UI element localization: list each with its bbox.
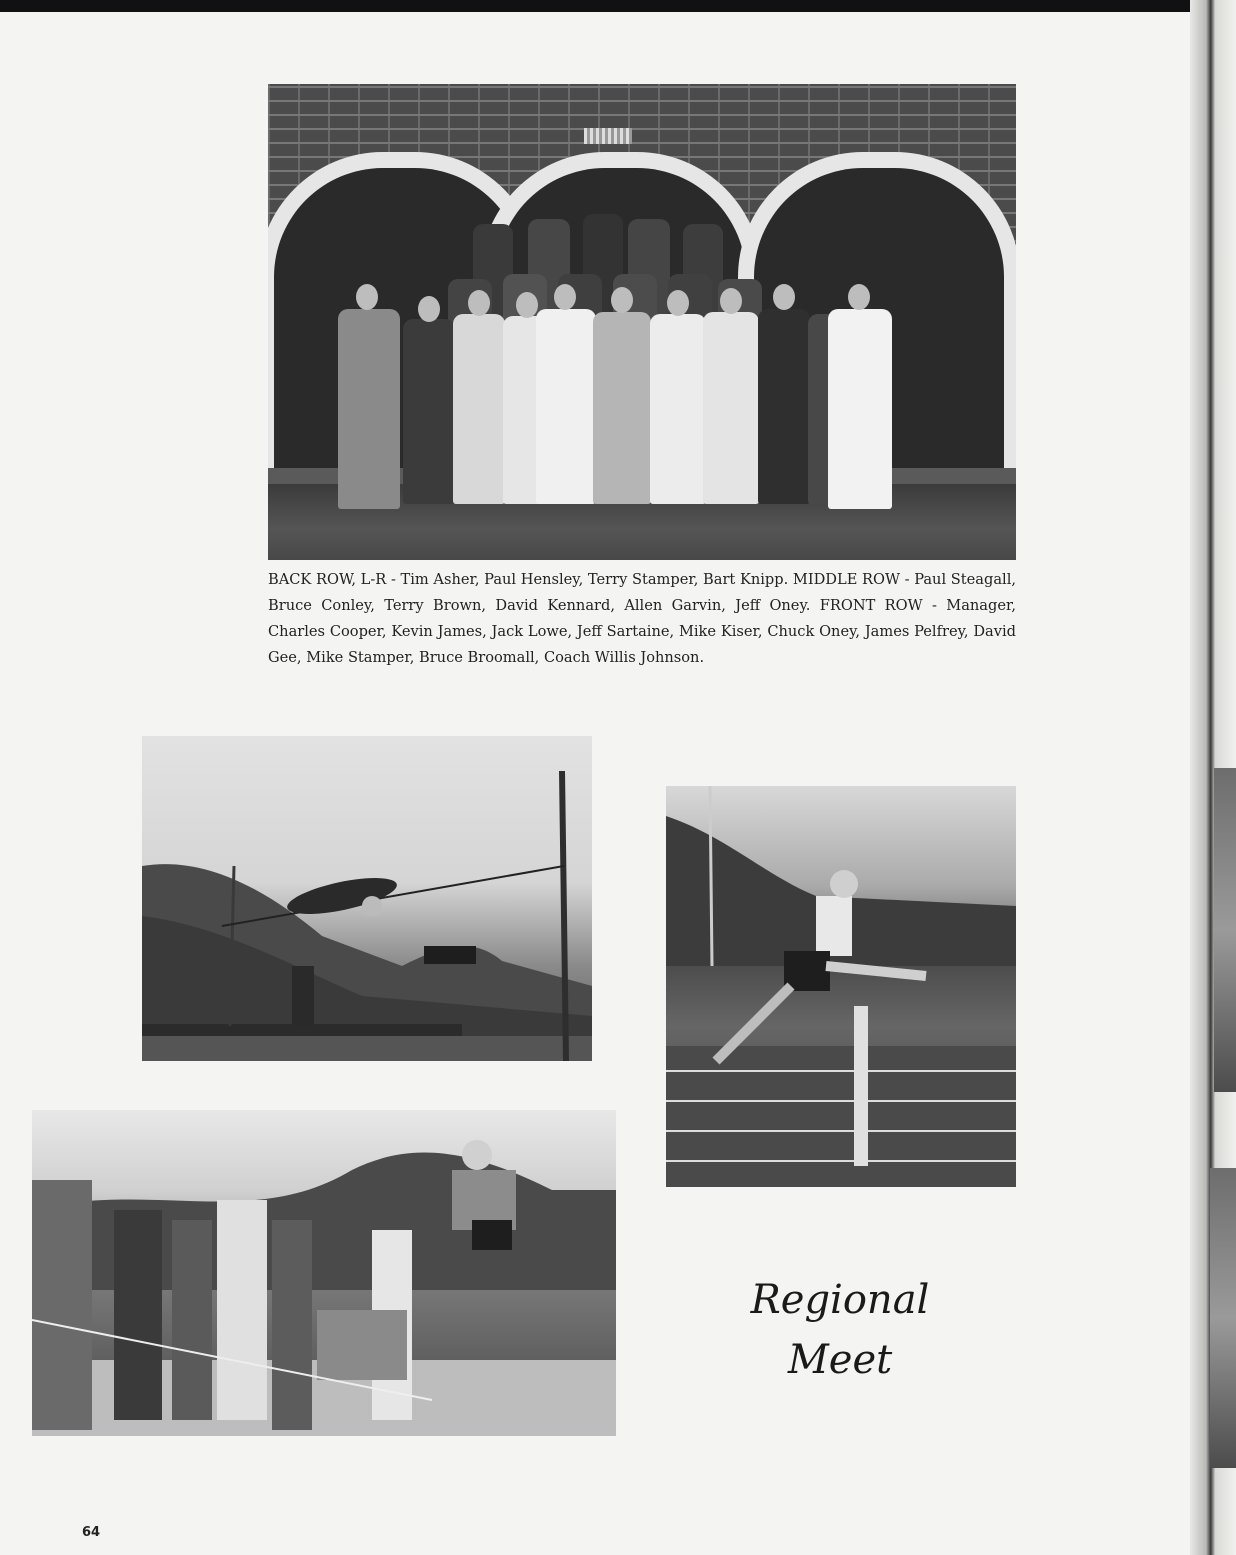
page-top-edge <box>0 0 1236 12</box>
next-page-photo-edge <box>1214 768 1236 1092</box>
hurdles-photo <box>666 786 1016 1187</box>
long-jump-scene <box>32 1110 616 1436</box>
team-photo <box>268 84 1016 560</box>
wall-vent <box>584 128 632 144</box>
high-jump-scene <box>142 736 592 1061</box>
next-page-photo-edge <box>1210 1168 1236 1468</box>
section-title <box>700 1270 980 1390</box>
high-jump-photo <box>142 736 592 1061</box>
page-number: 64 <box>82 1525 101 1540</box>
section-title-line1: Regional <box>750 1277 930 1323</box>
section-title-line2: Meet <box>787 1337 893 1383</box>
team-photo-caption: BACK ROW, L-R - Tim Asher, Paul Hensley, Terry Stamper, Bart Knipp. MIDDLE ROW - Paul Steagall, Bruce Conley, Terry Brown, David Kennard, Allen Garvin, Jeff Oney. FRONT ROW - Manager, Charles Cooper, Kevin James, Jack Lowe, Jeff Sartaine, Mike Kiser, Chuck Oney, James Pelfrey, David Gee, Mike Stamper, Bruce Broomall, Coach Willis Johnson. <box>268 571 1016 666</box>
hurdles-scene <box>666 786 1016 1187</box>
long-jump-photo <box>32 1110 616 1436</box>
